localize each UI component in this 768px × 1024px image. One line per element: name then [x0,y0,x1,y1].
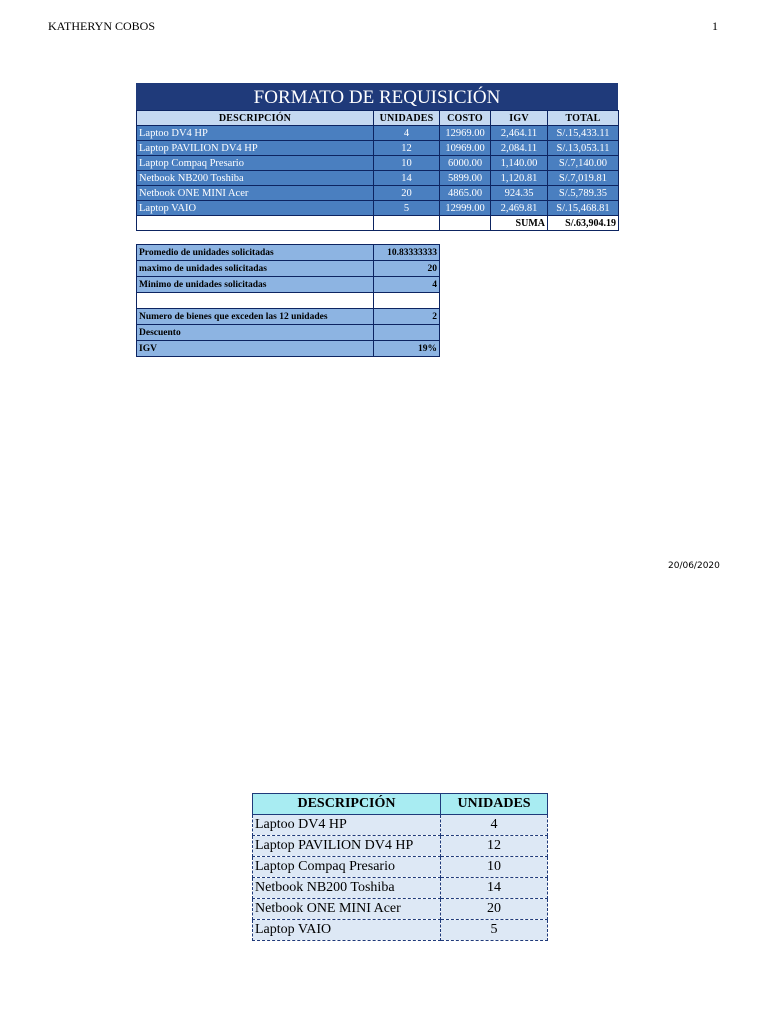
summary-row [253,836,548,857]
author-name: KATHERYN COBOS [48,19,156,33]
cell-costo: 6000.00 [440,156,491,171]
table-row [137,156,619,171]
summary-cell-unidades: 20 [441,899,548,920]
page-number: 1 [712,19,718,33]
col-header-igv: IGV [491,111,548,126]
summary-table [252,793,548,941]
stats-row [137,325,440,341]
stats-row [137,341,440,357]
cell-unidades: 12 [374,141,440,156]
summary-header-row [253,794,548,815]
table-row [137,126,619,141]
requisition-table [136,83,618,231]
summary-cell-descripcion: Netbook NB200 Toshiba [253,878,441,899]
stats-label [137,293,374,309]
cell-igv: 2,464.11 [491,126,548,141]
table-row [137,201,619,216]
cell-igv: 924.35 [491,186,548,201]
stats-value: 4 [374,277,440,293]
cell-unidades: 10 [374,156,440,171]
stats-value [374,293,440,309]
summary-row [253,920,548,941]
cell-igv: 2,084.11 [491,141,548,156]
summary-cell-unidades: 10 [441,857,548,878]
cell-costo: 4865.00 [440,186,491,201]
stats-table [136,244,440,357]
suma-label: SUMA [491,216,548,231]
stats-row [137,277,440,293]
summary-row [253,899,548,920]
stats-row [137,293,440,309]
cell-total: S/.15,468.81 [548,201,619,216]
summary-cell-descripcion: Netbook ONE MINI Acer [253,899,441,920]
cell-costo: 12999.00 [440,201,491,216]
cell-descripcion: Netbook ONE MINI Acer [137,186,374,201]
summary-cell-unidades: 12 [441,836,548,857]
col-header-descripcion: DESCRIPCIÓN [137,111,374,126]
cell-unidades: 14 [374,171,440,186]
cell-unidades: 5 [374,201,440,216]
col-header-unidades: UNIDADES [374,111,440,126]
col-header-total: TOTAL [548,111,619,126]
stats-value: 2 [374,309,440,325]
cell-total: S/.5,789.35 [548,186,619,201]
summary-cell-unidades: 5 [441,920,548,941]
cell-descripcion: Netbook NB200 Toshiba [137,171,374,186]
summary-row [253,815,548,836]
cell-costo: 12969.00 [440,126,491,141]
cell-descripcion: Laptop PAVILION DV4 HP [137,141,374,156]
suma-value: S/.63,904.19 [548,216,619,231]
cell-total: S/.15,433.11 [548,126,619,141]
stats-value: 19% [374,341,440,357]
requisition-header-row [137,111,619,126]
stats-row [137,309,440,325]
stats-label: maximo de unidades solicitadas [137,261,374,277]
cell-costo: 10969.00 [440,141,491,156]
summary-cell-unidades: 14 [441,878,548,899]
cell-descripcion: Laptoo DV4 HP [137,126,374,141]
summary-row [253,878,548,899]
stats-label: Descuento [137,325,374,341]
summary-cell-descripcion: Laptop PAVILION DV4 HP [253,836,441,857]
stats-value: 10.83333333 [374,245,440,261]
requisition-grid [136,110,619,231]
col-header-costo: COSTO [440,111,491,126]
cell-unidades: 20 [374,186,440,201]
stats-row [137,245,440,261]
summary-cell-unidades: 4 [441,815,548,836]
summary-col-unidades: UNIDADES [441,794,548,815]
requisition-title: FORMATO DE REQUISICIÓN [136,83,618,110]
summary-col-descripcion: DESCRIPCIÓN [253,794,441,815]
cell-igv: 1,140.00 [491,156,548,171]
summary-cell-descripcion: Laptop VAIO [253,920,441,941]
cell-total: S/.13,053.11 [548,141,619,156]
document-date: 20/06/2020 [668,561,720,571]
cell-descripcion: Laptop Compaq Presario [137,156,374,171]
summary-row [253,857,548,878]
stats-label: Promedio de unidades solicitadas [137,245,374,261]
table-row [137,186,619,201]
stats-label: Numero de bienes que exceden las 12 unidades [137,309,374,325]
cell-igv: 2,469.81 [491,201,548,216]
cell-total: S/.7,019.81 [548,171,619,186]
cell-costo: 5899.00 [440,171,491,186]
table-row [137,141,619,156]
stats-row [137,261,440,277]
cell-total: S/.7,140.00 [548,156,619,171]
summary-cell-descripcion: Laptoo DV4 HP [253,815,441,836]
stats-label: IGV [137,341,374,357]
stats-value: 20 [374,261,440,277]
cell-igv: 1,120.81 [491,171,548,186]
suma-row [137,216,619,231]
table-row [137,171,619,186]
cell-unidades: 4 [374,126,440,141]
summary-cell-descripcion: Laptop Compaq Presario [253,857,441,878]
cell-descripcion: Laptop VAIO [137,201,374,216]
stats-label: Minimo de unidades solicitadas [137,277,374,293]
stats-value [374,325,440,341]
